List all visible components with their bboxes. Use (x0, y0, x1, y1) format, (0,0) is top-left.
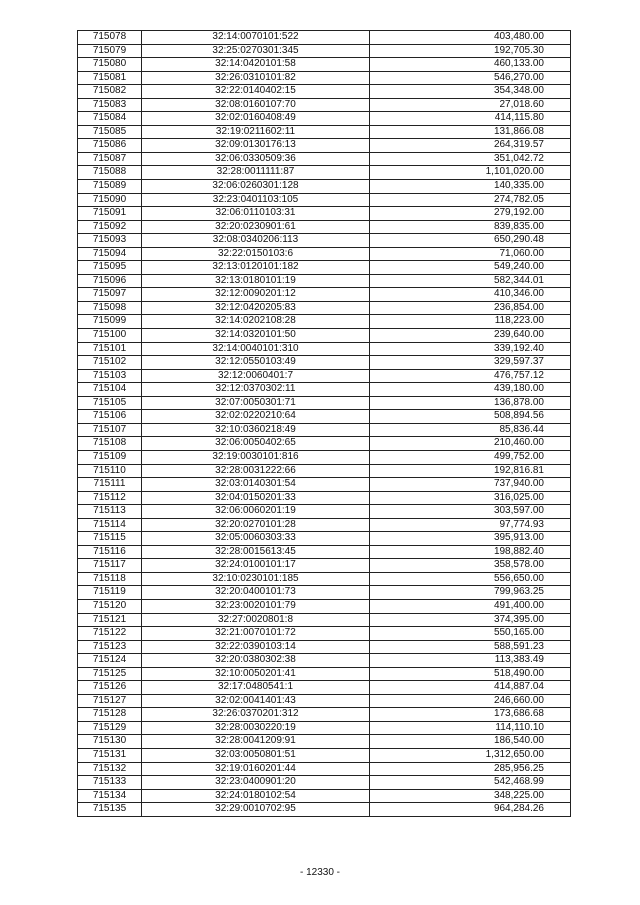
record-id-cell: 715081 (78, 71, 142, 85)
cadastral-number-cell: 32:03:0050801:51 (142, 748, 370, 762)
record-id-cell: 715090 (78, 193, 142, 207)
table-row (78, 586, 571, 600)
record-id-cell: 715079 (78, 44, 142, 58)
table-row (78, 627, 571, 641)
table-row (78, 396, 571, 410)
table-row (78, 599, 571, 613)
table-row (78, 654, 571, 668)
record-id-cell: 715115 (78, 532, 142, 546)
cadastral-number-cell: 32:13:0180101:19 (142, 274, 370, 288)
table-row (78, 274, 571, 288)
record-id-cell: 715096 (78, 274, 142, 288)
record-id-cell: 715108 (78, 437, 142, 451)
cadastral-number-cell: 32:24:0180102:54 (142, 789, 370, 803)
amount-cell: 264,319.57 (370, 139, 571, 153)
table-row (78, 152, 571, 166)
amount-cell: 136,878.00 (370, 396, 571, 410)
amount-cell: 173,686.68 (370, 708, 571, 722)
record-id-cell: 715134 (78, 789, 142, 803)
cadastral-number-cell: 32:19:0030101:816 (142, 450, 370, 464)
record-id-cell: 715117 (78, 559, 142, 573)
cadastral-number-cell: 32:28:0011111:87 (142, 166, 370, 180)
cadastral-number-cell: 32:06:0330509:36 (142, 152, 370, 166)
record-id-cell: 715135 (78, 803, 142, 817)
record-id-cell: 715080 (78, 58, 142, 72)
table-row (78, 694, 571, 708)
table-row (78, 98, 571, 112)
record-id-cell: 715119 (78, 586, 142, 600)
amount-cell: 85,836.44 (370, 423, 571, 437)
record-id-cell: 715087 (78, 152, 142, 166)
table-row (78, 31, 571, 45)
record-id-cell: 715131 (78, 748, 142, 762)
table-row (78, 261, 571, 275)
table-row (78, 288, 571, 302)
table-row (78, 545, 571, 559)
amount-cell: 285,956.25 (370, 762, 571, 776)
table-row (78, 640, 571, 654)
table-row (78, 44, 571, 58)
amount-cell: 351,042.72 (370, 152, 571, 166)
amount-cell: 439,180.00 (370, 383, 571, 397)
table-row (78, 342, 571, 356)
table-row (78, 748, 571, 762)
record-id-cell: 715133 (78, 776, 142, 790)
record-id-cell: 715109 (78, 450, 142, 464)
cadastral-number-cell: 32:13:0120101:182 (142, 261, 370, 275)
record-id-cell: 715112 (78, 491, 142, 505)
amount-cell: 210,460.00 (370, 437, 571, 451)
amount-cell: 279,192.00 (370, 207, 571, 221)
amount-cell: 239,640.00 (370, 329, 571, 343)
cadastral-number-cell: 32:08:0160107:70 (142, 98, 370, 112)
cadastral-number-cell: 32:24:0100101:17 (142, 559, 370, 573)
table-row (78, 139, 571, 153)
table-row (78, 180, 571, 194)
cadastral-number-cell: 32:25:0270301:345 (142, 44, 370, 58)
table-row (78, 383, 571, 397)
amount-cell: 556,650.00 (370, 572, 571, 586)
table-row (78, 315, 571, 329)
cadastral-number-cell: 32:22:0390103:14 (142, 640, 370, 654)
record-id-cell: 715116 (78, 545, 142, 559)
table-row (78, 708, 571, 722)
table-row (78, 518, 571, 532)
table-row (78, 71, 571, 85)
record-id-cell: 715078 (78, 31, 142, 45)
table-row (78, 423, 571, 437)
amount-cell: 546,270.00 (370, 71, 571, 85)
amount-cell: 358,578.00 (370, 559, 571, 573)
amount-cell: 339,192.40 (370, 342, 571, 356)
amount-cell: 518,490.00 (370, 667, 571, 681)
amount-cell: 113,383.49 (370, 654, 571, 668)
record-id-cell: 715101 (78, 342, 142, 356)
table-row (78, 247, 571, 261)
amount-cell: 542,468.99 (370, 776, 571, 790)
record-id-cell: 715114 (78, 518, 142, 532)
table-row (78, 58, 571, 72)
table-row (78, 450, 571, 464)
cadastral-number-cell: 32:12:0370302:11 (142, 383, 370, 397)
record-id-cell: 715104 (78, 383, 142, 397)
table-row (78, 789, 571, 803)
table-row (78, 762, 571, 776)
amount-cell: 839,835.00 (370, 220, 571, 234)
record-id-cell: 715126 (78, 681, 142, 695)
table-row (78, 234, 571, 248)
record-id-cell: 715122 (78, 627, 142, 641)
cadastral-number-cell: 32:14:0420101:58 (142, 58, 370, 72)
cadastral-number-cell: 32:20:0400101:73 (142, 586, 370, 600)
cadastral-number-cell: 32:14:0202108:28 (142, 315, 370, 329)
cadastral-number-cell: 32:05:0060303:33 (142, 532, 370, 546)
amount-cell: 192,816.81 (370, 464, 571, 478)
table-row (78, 667, 571, 681)
cadastral-number-cell: 32:12:0420205:83 (142, 301, 370, 315)
table-row (78, 369, 571, 383)
amount-cell: 403,480.00 (370, 31, 571, 45)
cadastral-number-cell: 32:20:0380302:38 (142, 654, 370, 668)
cadastral-number-cell: 32:23:0020101:79 (142, 599, 370, 613)
record-id-cell: 715084 (78, 112, 142, 126)
cadastral-number-cell: 32:06:0050402:65 (142, 437, 370, 451)
cadastral-number-cell: 32:27:0020801:8 (142, 613, 370, 627)
amount-cell: 246,660.00 (370, 694, 571, 708)
record-id-cell: 715082 (78, 85, 142, 99)
record-id-cell: 715103 (78, 369, 142, 383)
record-id-cell: 715097 (78, 288, 142, 302)
record-id-cell: 715130 (78, 735, 142, 749)
amount-cell: 582,344.01 (370, 274, 571, 288)
table-row (78, 478, 571, 492)
amount-cell: 550,165.00 (370, 627, 571, 641)
record-id-cell: 715091 (78, 207, 142, 221)
table-row (78, 776, 571, 790)
cadastral-number-cell: 32:02:0160408:49 (142, 112, 370, 126)
cadastral-number-cell: 32:19:0211602:11 (142, 125, 370, 139)
cadastral-number-cell: 32:14:0040101:310 (142, 342, 370, 356)
page-number: - 12330 - (299, 867, 341, 878)
amount-cell: 799,963.25 (370, 586, 571, 600)
amount-cell: 192,705.30 (370, 44, 571, 58)
table-row (78, 613, 571, 627)
cadastral-number-cell: 32:19:0160201:44 (142, 762, 370, 776)
record-id-cell: 715113 (78, 505, 142, 519)
cadastral-number-cell: 32:20:0270101:28 (142, 518, 370, 532)
amount-cell: 410,346.00 (370, 288, 571, 302)
amount-cell: 186,540.00 (370, 735, 571, 749)
record-id-cell: 715129 (78, 721, 142, 735)
cadastral-number-cell: 32:29:0010702:95 (142, 803, 370, 817)
table-row (78, 85, 571, 99)
cadastral-number-cell: 32:28:0030220:19 (142, 721, 370, 735)
record-id-cell: 715098 (78, 301, 142, 315)
table-row (78, 505, 571, 519)
amount-cell: 588,591.23 (370, 640, 571, 654)
record-id-cell: 715100 (78, 329, 142, 343)
table-row (78, 559, 571, 573)
record-id-cell: 715107 (78, 423, 142, 437)
amount-cell: 414,115.80 (370, 112, 571, 126)
cadastral-number-cell: 32:03:0140301:54 (142, 478, 370, 492)
table-row (78, 681, 571, 695)
amount-cell: 236,854.00 (370, 301, 571, 315)
amount-cell: 354,348.00 (370, 85, 571, 99)
amount-cell: 140,335.00 (370, 180, 571, 194)
record-id-cell: 715083 (78, 98, 142, 112)
amount-cell: 198,882.40 (370, 545, 571, 559)
table-row (78, 721, 571, 735)
record-id-cell: 715128 (78, 708, 142, 722)
cadastral-number-cell: 32:26:0370201:312 (142, 708, 370, 722)
record-id-cell: 715095 (78, 261, 142, 275)
record-id-cell: 715120 (78, 599, 142, 613)
record-id-cell: 715089 (78, 180, 142, 194)
record-id-cell: 715102 (78, 356, 142, 370)
record-id-cell: 715099 (78, 315, 142, 329)
table-row (78, 410, 571, 424)
table-row (78, 491, 571, 505)
record-id-cell: 715092 (78, 220, 142, 234)
cadastral-number-cell: 32:21:0070101:72 (142, 627, 370, 641)
amount-cell: 1,312,650.00 (370, 748, 571, 762)
record-id-cell: 715121 (78, 613, 142, 627)
amount-cell: 737,940.00 (370, 478, 571, 492)
amount-cell: 114,110.10 (370, 721, 571, 735)
record-id-cell: 715123 (78, 640, 142, 654)
record-id-cell: 715118 (78, 572, 142, 586)
cadastral-number-cell: 32:02:0220210:64 (142, 410, 370, 424)
record-id-cell: 715111 (78, 478, 142, 492)
amount-cell: 964,284.26 (370, 803, 571, 817)
cadastral-number-cell: 32:09:0130176:13 (142, 139, 370, 153)
table-row (78, 356, 571, 370)
cadastral-number-cell: 32:23:0400901:20 (142, 776, 370, 790)
amount-cell: 476,757.12 (370, 369, 571, 383)
table-row (78, 572, 571, 586)
amount-cell: 414,887.04 (370, 681, 571, 695)
cadastral-number-cell: 32:22:0140402:15 (142, 85, 370, 99)
cadastral-number-cell: 32:23:0401103:105 (142, 193, 370, 207)
amount-cell: 650,290.48 (370, 234, 571, 248)
amount-cell: 303,597.00 (370, 505, 571, 519)
table-row (78, 532, 571, 546)
table-row (78, 207, 571, 221)
cadastral-number-cell: 32:12:0090201:12 (142, 288, 370, 302)
cadastral-number-cell: 32:04:0150201:33 (142, 491, 370, 505)
table-row (78, 125, 571, 139)
record-id-cell: 715106 (78, 410, 142, 424)
table-row (78, 301, 571, 315)
table-row (78, 464, 571, 478)
cadastral-number-cell: 32:12:0060401:7 (142, 369, 370, 383)
amount-cell: 71,060.00 (370, 247, 571, 261)
cadastral-number-cell: 32:26:0310101:82 (142, 71, 370, 85)
amount-cell: 508,894.56 (370, 410, 571, 424)
record-id-cell: 715085 (78, 125, 142, 139)
amount-cell: 491,400.00 (370, 599, 571, 613)
cadastral-number-cell: 32:28:0041209:91 (142, 735, 370, 749)
amount-cell: 131,866.08 (370, 125, 571, 139)
amount-cell: 274,782.05 (370, 193, 571, 207)
record-id-cell: 715124 (78, 654, 142, 668)
table-row (78, 220, 571, 234)
cadastral-number-cell: 32:14:0070101:522 (142, 31, 370, 45)
record-id-cell: 715094 (78, 247, 142, 261)
table-row (78, 166, 571, 180)
record-id-cell: 715105 (78, 396, 142, 410)
table-row (78, 437, 571, 451)
table-row (78, 193, 571, 207)
cadastral-number-cell: 32:06:0110103:31 (142, 207, 370, 221)
cadastral-number-cell: 32:22:0150103:6 (142, 247, 370, 261)
record-id-cell: 715125 (78, 667, 142, 681)
record-id-cell: 715127 (78, 694, 142, 708)
cadastral-number-cell: 32:28:0015613:45 (142, 545, 370, 559)
amount-cell: 499,752.00 (370, 450, 571, 464)
cadastral-number-cell: 32:10:0050201:41 (142, 667, 370, 681)
record-id-cell: 715093 (78, 234, 142, 248)
amount-cell: 329,597.37 (370, 356, 571, 370)
cadastral-number-cell: 32:14:0320101:50 (142, 329, 370, 343)
cadastral-number-cell: 32:07:0050301:71 (142, 396, 370, 410)
records-table (77, 30, 571, 817)
records-table-body (78, 31, 571, 817)
cadastral-number-cell: 32:06:0260301:128 (142, 180, 370, 194)
cadastral-number-cell: 32:17:0480541:1 (142, 681, 370, 695)
cadastral-number-cell: 32:12:0550103:49 (142, 356, 370, 370)
record-id-cell: 715132 (78, 762, 142, 776)
table-row (78, 112, 571, 126)
record-id-cell: 715110 (78, 464, 142, 478)
amount-cell: 27,018.60 (370, 98, 571, 112)
amount-cell: 374,395.00 (370, 613, 571, 627)
amount-cell: 118,223.00 (370, 315, 571, 329)
amount-cell: 1,101,020.00 (370, 166, 571, 180)
cadastral-number-cell: 32:20:0230901:61 (142, 220, 370, 234)
amount-cell: 395,913.00 (370, 532, 571, 546)
amount-cell: 97,774.93 (370, 518, 571, 532)
amount-cell: 460,133.00 (370, 58, 571, 72)
amount-cell: 549,240.00 (370, 261, 571, 275)
table-row (78, 803, 571, 817)
record-id-cell: 715088 (78, 166, 142, 180)
cadastral-number-cell: 32:28:0031222:66 (142, 464, 370, 478)
amount-cell: 316,025.00 (370, 491, 571, 505)
table-row (78, 735, 571, 749)
cadastral-number-cell: 32:10:0230101:185 (142, 572, 370, 586)
amount-cell: 348,225.00 (370, 789, 571, 803)
cadastral-number-cell: 32:10:0360218:49 (142, 423, 370, 437)
table-row (78, 329, 571, 343)
cadastral-number-cell: 32:02:0041401:43 (142, 694, 370, 708)
record-id-cell: 715086 (78, 139, 142, 153)
cadastral-number-cell: 32:06:0060201:19 (142, 505, 370, 519)
cadastral-number-cell: 32:08:0340206:113 (142, 234, 370, 248)
